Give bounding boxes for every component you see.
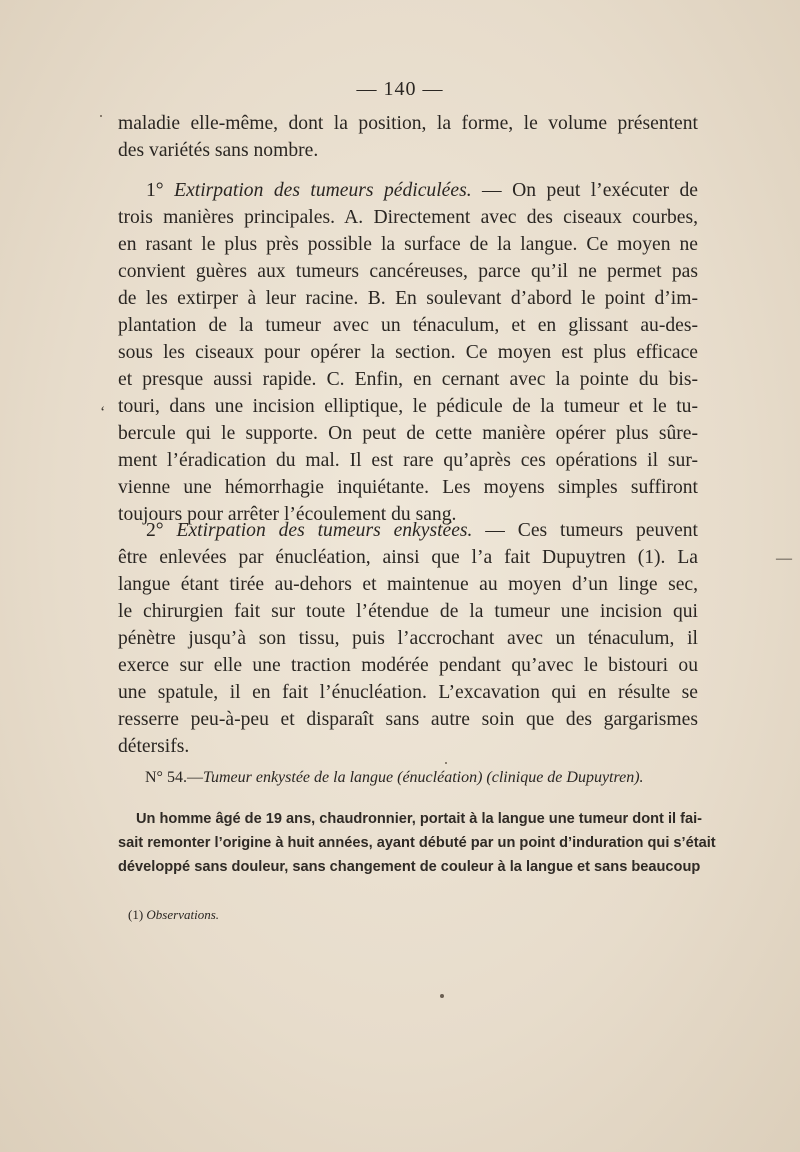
text-line: sait remonter l’origine à huit années, ayant débuté par un point d’induration qui s’était [118,835,716,851]
section-number: 2° [146,520,164,541]
text-line: des variétés sans nombre. [118,140,319,161]
text-line: touri, dans une incision elliptique, le pédicule de la tumeur et le tu- [118,396,698,417]
text-line: maladie elle-même, dont la position, la forme, le volume présentent [118,113,698,134]
paragraph-lead-line [118,177,698,204]
paragraph-lead-line [118,517,698,544]
section-title: Extirpation des tumeurs enkystées. [176,520,473,541]
observation-title: Tumeur enkystée de la langue (énucléation) [202,769,483,786]
footnote [128,907,219,923]
right-margin-mark: — [776,550,792,567]
paper-speck [100,115,102,117]
page-number: — 140 — [356,78,444,100]
text-line: de les extirper à leur racine. B. En soulevant d’abord le point d’im- [118,288,698,309]
paper-speck [445,762,447,764]
observation-heading: N° 54.—Tumeur enkystée de la langue (énucléation) (clinique de Dupuytren). [145,769,644,786]
observation-number: N° 54. [145,769,187,786]
text-line: exerce sur elle une traction modérée pendant qu’avec le bistouri ou [118,655,698,676]
text-line: convient guères aux tumeurs cancéreuses, parce qu’il ne permet pas [118,261,698,282]
left-margin-mark: ‘ [100,404,106,421]
text-line: être enlevées par énucléation, ainsi que l’a fait Dupuytren (1). La [118,547,698,568]
text-line: et presque aussi rapide. C. Enfin, en cernant avec la pointe du bis- [118,369,698,390]
text-line: le chirurgien fait sur toute l’étendue de la tumeur une incision qui [118,601,698,622]
text-line: développé sans douleur, sans changement de couleur à la langue et sans beaucoup [118,859,701,875]
text-line: toujours pour arrêter l’écoulement du sang. [118,504,457,525]
text-line: trois manières principales. A. Directement avec des ciseaux courbes, [118,207,698,228]
text-line: pénètre jusqu’à son tissu, puis l’accrochant avec un ténaculum, il [118,628,698,649]
paragraph-continuation [118,110,698,164]
text-line: détersifs. [118,736,190,757]
section-number: 1° [146,180,164,201]
text-line: Un homme âgé de 19 ans, chaudronnier, portait à la langue une tumeur dont il fai- [136,811,703,827]
text-line: ment l’éradication du mal. Il est rare qu’après ces opérations il sur- [118,450,698,471]
text-line: resserre peu-à-peu et disparaît sans autre soin que des gargarismes [118,709,698,730]
footnote-text: Observations. [146,907,220,922]
text-line: plantation de la tumeur avec un ténaculum, et en glissant au-des- [118,315,698,336]
footnote-marker: (1) [128,907,144,922]
lead-text: — On peut l’exécuter de [471,180,698,201]
section-title: Extirpation des tumeurs pédiculées. [174,180,472,201]
observation-body [118,807,716,879]
paragraph-pediculated-tumors [118,177,698,528]
text-line: langue étant tirée au-dehors et maintenue au moyen d’un linge sec, [118,574,698,595]
paragraph-encysted-tumors [118,517,698,760]
text-line: sous les ciseaux pour opérer la section. Ce moyen est plus efficace [118,342,698,363]
observation-source: (clinique de Dupuytren). [486,769,644,786]
text-line: une spatule, il en fait l’énucléation. L’excavation qui en résulte se [118,682,698,703]
lead-text: — Ces tumeurs peuvent [472,520,699,541]
text-line: bercule qui le supporte. On peut de cette manière opérer plus sûre- [118,423,698,444]
paper-speck [440,994,444,998]
text-line: vienne une hémorrhagie inquiétante. Les moyens simples suffiront [118,477,698,498]
text-line: en rasant le plus près possible la surface de la langue. Ce moyen ne [118,234,698,255]
